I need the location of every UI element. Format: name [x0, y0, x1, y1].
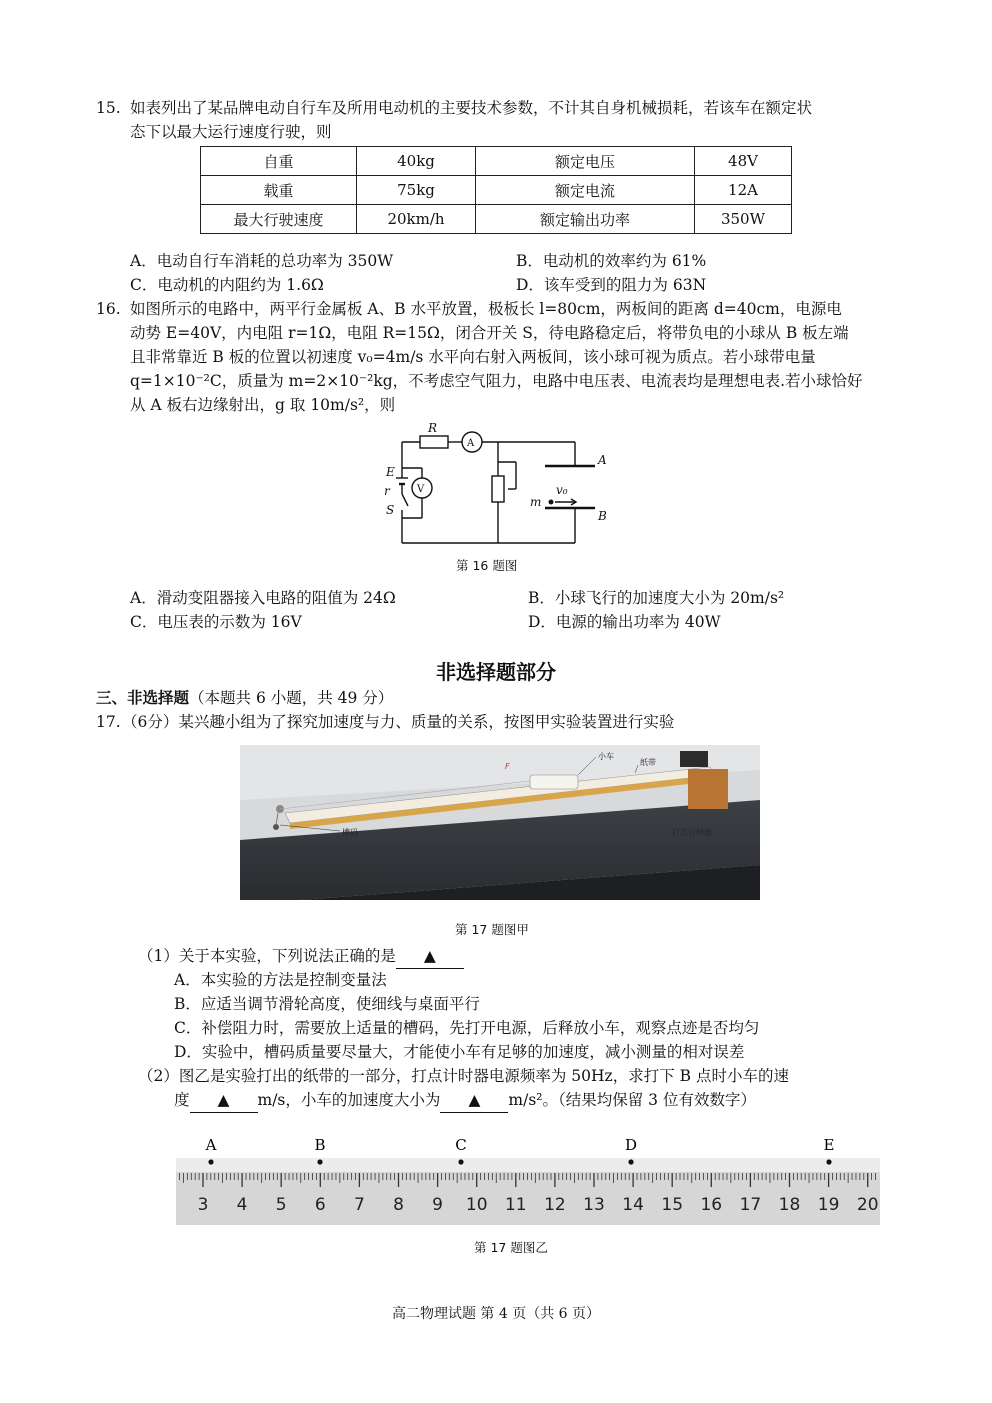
q17-sub2-line1: （2）图乙是实验打出的纸带的一部分，打点计时器电源频率为 50Hz，求打下 B 点时小车的速 [138, 1067, 789, 1085]
ruler-number: 5 [275, 1195, 287, 1215]
table-cell: 350W [695, 205, 792, 234]
q16-stem-line4: q=1×10⁻²C，质量为 m=2×10⁻²kg，不考虑空气阻力，电路中电压表、电流表均是理想电表.若小球恰好 [130, 372, 863, 390]
table-row [201, 147, 792, 176]
photo-label-timer: 打点计时器 [672, 828, 712, 837]
part-note: （本题共 6 小题，共 49 分） [189, 689, 394, 707]
q16-number: 16. [96, 300, 121, 318]
answer-blank-2[interactable]: ▲ [190, 1088, 258, 1113]
paper-tape [176, 1158, 880, 1172]
tape-point-label: E [823, 1136, 835, 1154]
label-r: R [428, 421, 438, 435]
tape-point-label: D [624, 1136, 638, 1154]
q15-option-a: A．电动自行车消耗的总功率为 350W [130, 252, 394, 270]
q17-ruler-tape [176, 1158, 880, 1225]
label-v0: v₀ [556, 483, 568, 497]
tape-point-label: C [455, 1136, 467, 1154]
q16-option-a: A．滑动变阻器接入电路的阻值为 24Ω [130, 589, 396, 607]
q16-stem-line3: 且非常靠近 B 板的位置以初速度 v₀=4m/s 水平向右射入两板间，该小球可视为质点。若小球带电量 [130, 348, 816, 366]
q16-option-c: C．电压表的示数为 16V [130, 613, 302, 631]
answer-blank-1[interactable]: ▲ [396, 944, 464, 969]
q15-spec-table [200, 146, 792, 234]
table-cell: 自重 [201, 147, 357, 176]
q16-stem-line5: 从 A 板右边缘射出，g 取 10m/s²，则 [130, 396, 396, 414]
q16-stem-line2: 动势 E=40V，内电阻 r=1Ω，电阻 R=15Ω，闭合开关 S，待电路稳定后，将带负电的小球从 B 板左端 [130, 324, 849, 342]
ruler-number: 4 [236, 1195, 248, 1215]
label-plate-a: A [598, 453, 607, 467]
ruler-number: 13 [583, 1195, 605, 1215]
sub2-mid: m/s，小车的加速度大小为 [257, 1091, 441, 1109]
section-title: 非选择题部分 [436, 660, 556, 684]
photo-label-tape: 纸带 [640, 758, 656, 767]
q15-option-c: C．电动机的内阻约为 1.6Ω [130, 276, 324, 294]
q17-stem: （6分）某兴趣小组为了探究加速度与力、质量的关系，按图甲实验装置进行实验 [122, 713, 675, 731]
q15-stem-line2: 态下以最大运行速度行驶，则 [130, 123, 332, 141]
table-cell: 75kg [357, 176, 476, 205]
part-heading [96, 686, 393, 710]
table-cell: 最大行驶速度 [201, 205, 357, 234]
q16-option-d: D．电源的输出功率为 40W [528, 613, 721, 631]
q16-stem-line1: 如图所示的电路中，两平行金属板 A、B 水平放置，极板长 l=80cm，两板间的距离 d=40cm，电源电 [130, 300, 842, 318]
q15-option-b: B．电动机的效率约为 61% [516, 252, 707, 270]
tape-dot [628, 1159, 633, 1164]
table-cell: 额定输出功率 [476, 205, 695, 234]
table-cell: 20km/h [357, 205, 476, 234]
ruler-number: 16 [700, 1195, 723, 1215]
ruler-number: 12 [544, 1195, 566, 1215]
q17-caption-b: 第 17 题图乙 [474, 1240, 548, 1255]
table-row [201, 205, 792, 234]
label-voltmeter: V [417, 484, 425, 495]
table-cell: 12A [695, 176, 792, 205]
tape-dot [826, 1159, 831, 1164]
rheostat [492, 476, 504, 502]
tape-dot [317, 1159, 322, 1164]
ruler-number: 9 [432, 1195, 444, 1215]
ruler-number: 6 [314, 1195, 326, 1215]
ruler-number: 3 [197, 1195, 209, 1215]
q17-sub1-option-b: B．应适当调节滑轮高度，使细线与桌面平行 [174, 995, 480, 1013]
part-label: 三、非选择题 [96, 689, 190, 707]
photo-label-cart: 小车 [598, 752, 614, 761]
photo-label-weight: 槽码 [342, 828, 358, 837]
q17-caption-a: 第 17 题图甲 [455, 922, 529, 937]
q16-option-b: B．小球飞行的加速度大小为 20m/s² [528, 589, 785, 607]
q17-sub1-option-a: A．本实验的方法是控制变量法 [174, 971, 387, 989]
table-cell: 40kg [357, 147, 476, 176]
q17-number: 17. [96, 713, 121, 731]
ruler-number: 7 [353, 1195, 365, 1215]
tape-point-labels [176, 1132, 880, 1158]
ruler-number: 14 [622, 1195, 644, 1215]
q17-apparatus-photo [240, 745, 760, 900]
tape-dot [208, 1159, 213, 1164]
q17-sub2-line2 [174, 1088, 756, 1113]
table-cell: 48V [695, 147, 792, 176]
q17-sub1-option-d: D．实验中，槽码质量要尽量大，才能使小车有足够的加速度，减小测量的相对误差 [174, 1043, 745, 1061]
label-plate-b: B [598, 509, 607, 523]
q15-stem-line1: 如表列出了某品牌电动自行车及所用电动机的主要技术参数，不计其自身机械损耗，若该车在额定状 [130, 99, 813, 117]
sub2-post: m/s²。（结果均保留 3 位有效数字） [508, 1091, 756, 1109]
label-ammeter: A [467, 438, 475, 449]
label-s: S [386, 503, 395, 517]
tape-point-label: A [205, 1136, 217, 1154]
label-m: m [530, 495, 542, 509]
table-row [201, 176, 792, 205]
q16-figure-caption: 第 16 题图 [456, 558, 518, 573]
sub2-pre: 度 [174, 1091, 190, 1109]
label-e: E [386, 465, 395, 479]
ruler-number: 18 [778, 1195, 801, 1215]
q17-sub1-stem [138, 944, 464, 969]
ruler-number: 20 [856, 1195, 879, 1215]
table-cell: 载重 [201, 176, 357, 205]
ruler-number: 10 [465, 1195, 488, 1215]
ruler-number: 17 [739, 1195, 762, 1215]
ruler-number: 11 [504, 1195, 527, 1215]
resistor-r [420, 436, 448, 448]
page-footer: 高二物理试题 第 4 页（共 6 页） [391, 1306, 601, 1322]
table-cell: 额定电流 [476, 176, 695, 205]
q16-circuit-diagram [380, 418, 620, 550]
apparatus-illustration [240, 745, 760, 900]
ruler-number: 15 [661, 1195, 684, 1215]
sub1-text: （1）关于本实验，下列说法正确的是 [138, 947, 396, 965]
tape-point-label: B [314, 1136, 326, 1154]
answer-blank-3[interactable]: ▲ [440, 1088, 508, 1113]
ruler-number: 8 [393, 1195, 404, 1215]
table-cell: 额定电压 [476, 147, 695, 176]
q15-option-d: D．该车受到的阻力为 63N [516, 276, 707, 294]
photo-label-force: F [505, 762, 510, 771]
q17-sub1-option-c: C．补偿阻力时，需要放上适量的槽码，先打开电源，后释放小车，观察点迹是否均匀 [174, 1019, 760, 1037]
label-small-r: r [384, 484, 390, 498]
tape-dot [458, 1159, 463, 1164]
q15-number: 15. [96, 99, 121, 117]
ruler-number: 19 [817, 1195, 840, 1215]
